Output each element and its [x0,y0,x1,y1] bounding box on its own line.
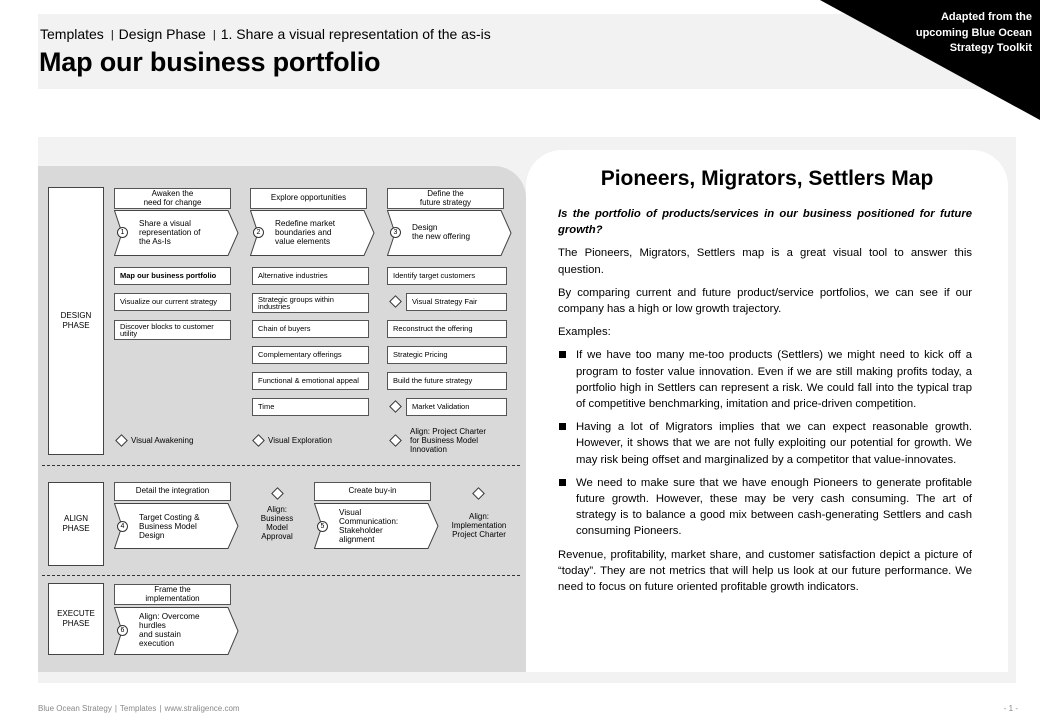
tool-visual-strategy-fair[interactable]: Visual Strategy Fair [406,293,507,311]
tool-strategic-groups[interactable]: Strategic groups within industries [252,293,369,313]
examples-list [558,347,972,539]
execute-phase-label: EXECUTE PHASE [57,609,95,628]
step-header-create-buy-in: Create buy-in [314,482,431,501]
footer-link[interactable]: www.straligence.com [164,704,240,713]
step-text: Redefine market boundaries and value elements [275,219,336,246]
step-header-detail-integration: Detail the integration [114,482,231,501]
examples-label: Examples: [558,326,611,339]
list-item: If we have too many me-too products (Settlers) we might need to kick off a program to foster value innovation. Even if we are still making profits today, a portfolio high in Settlers can represent a risk. We could fall into the typical trap of competitive benchmarking, imitation and price-driven competition. [558,347,972,412]
align-phase-label: ALIGN PHASE [62,514,90,533]
milestone-visual-awakening: Visual Awakening [131,436,194,445]
align-phase-box [48,482,104,566]
step-number: 5 [317,521,328,532]
info-paragraph: The Pioneers, Migrators, Settlers map is a great visual tool to answer this question. [558,247,972,276]
step-header-frame-implementation: Frame the implementation [114,584,231,605]
step-text: Align: Overcome hurdles and sustain execution [139,612,200,648]
footer: Blue Ocean Strategy | Templates | www.straligence.com [38,704,240,713]
tool-discover-blocks[interactable]: Discover blocks to customer utility [114,320,231,340]
tool-alternative-industries[interactable]: Alternative industries [252,267,369,285]
tool-identify-target-customers[interactable]: Identify target customers [387,267,507,285]
step-header-explore: Explore opportunities [250,188,367,209]
milestone-implementation-charter: Align: Implementation Project Charter [451,512,507,539]
step-number: 4 [117,521,128,532]
step-header-define: Define the future strategy [387,188,504,209]
step-chevron-2[interactable] [250,210,375,256]
step-number: 2 [253,227,264,238]
info-question: Is the portfolio of products/services in our business positioned for future growth? [558,208,972,237]
step-chevron-4[interactable] [114,503,239,549]
footer-item: Blue Ocean Strategy [38,704,112,713]
phase-divider [42,465,520,466]
design-phase-label: DESIGN PHASE [60,311,92,330]
info-body [558,206,972,602]
list-item: We need to make sure that we have enough Pioneers to generate profitable future growth. However, these may be very cash consuming. The art of strategy is to balance a good mix between cash-generating Settlers and cash consuming Pioneers. [558,475,972,540]
step-header-awaken: Awaken the need for change [114,188,231,209]
step-text: Share a visual representation of the As-Is [139,219,201,246]
milestone-business-model-approval: Align: Business Model Approval [260,505,294,541]
info-title: Pioneers, Migrators, Settlers Map [600,167,934,190]
step-number: 3 [390,227,401,238]
tool-chain-of-buyers[interactable]: Chain of buyers [252,320,369,338]
step-chevron-1[interactable] [114,210,239,256]
phase-divider [42,575,520,576]
page-title: Map our business portfolio [39,47,381,77]
tool-visualize-current-strategy[interactable]: Visualize our current strategy [114,293,231,311]
tool-complementary-offerings[interactable]: Complementary offerings [252,346,369,364]
step-chevron-5[interactable] [314,503,439,549]
tool-market-validation[interactable]: Market Validation [406,398,507,416]
step-chevron-6[interactable] [114,607,239,655]
info-paragraph: By comparing current and future product/service portfolios, we can see if our company has a high or low growth trajectory. [558,286,972,316]
step-number: 1 [117,227,128,238]
execute-phase-box [48,583,104,655]
step-text: Visual Communication: Stakeholder alignment [339,508,399,544]
milestone-visual-exploration: Visual Exploration [268,436,332,445]
milestone-project-charter-bmi: Align: Project Charter for Business Model Innovation [410,427,487,454]
tool-strategic-pricing[interactable]: Strategic Pricing [387,346,507,364]
breadcrumb-item[interactable]: 1. Share a visual representation of the as-is [220,26,491,42]
step-text: Target Costing & Business Model Design [139,513,200,540]
page-number: - 1 - [1003,704,1018,713]
footer-item: Templates [119,704,157,713]
breadcrumb-item[interactable]: Templates [40,26,104,42]
step-chevron-3[interactable] [387,210,512,256]
breadcrumb: Templates | Design Phase | 1. Share a visual representation of the as-is [40,26,491,42]
list-item: Having a lot of Migrators implies that we can expect reasonable growth. However, it shows that we are not fully exploiting our potential for growth. We may risk being offset and marginalized by a competitor that value-innovates. [558,419,972,468]
step-number: 6 [117,625,128,636]
step-text: Design the new offering [412,223,471,241]
info-closing: Revenue, profitability, market share, and customer satisfaction depict a picture of “today”. They are not metrics that will help us look at our future performance. We need to focus on future oriented profitable growth indicators. [558,548,972,594]
design-phase-box [48,187,104,455]
tool-reconstruct-offering[interactable]: Reconstruct the offering [387,320,507,338]
breadcrumb-item[interactable]: Design Phase [118,26,206,42]
tool-build-future-strategy[interactable]: Build the future strategy [387,372,507,390]
tool-functional-emotional-appeal[interactable]: Functional & emotional appeal [252,372,369,390]
tool-time[interactable]: Time [252,398,369,416]
tool-map-business-portfolio[interactable]: Map our business portfolio [114,267,231,285]
corner-note: Adapted from the upcoming Blue Ocean Strategy Toolkit [915,11,1032,54]
